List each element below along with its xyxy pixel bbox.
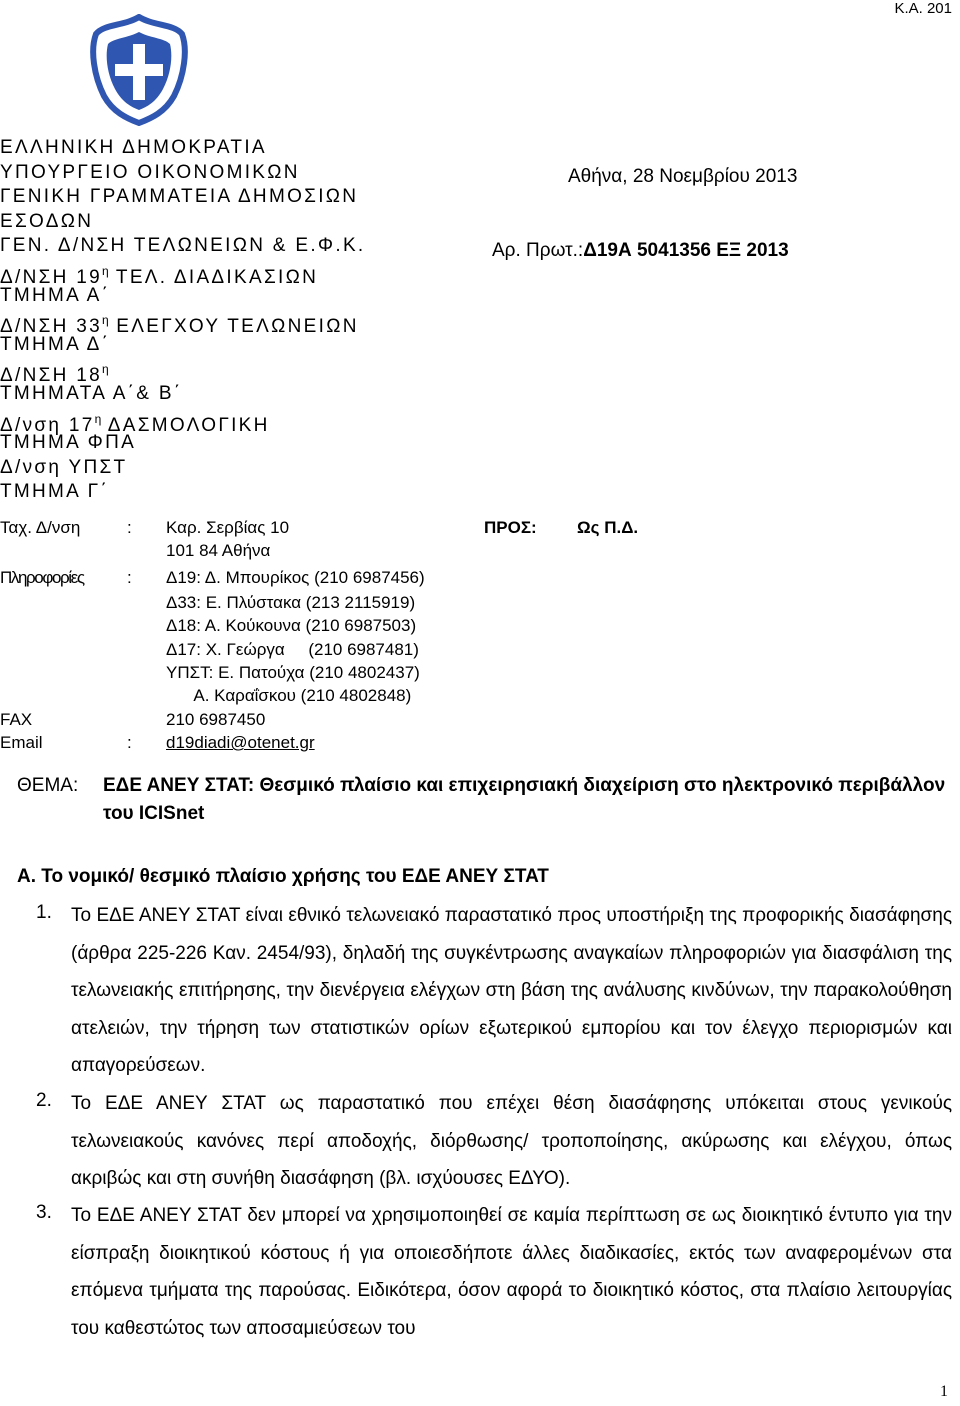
recipient-value: Ως Π.Δ. <box>577 518 639 537</box>
header-line: Δ/ΝΣΗ $33^\eta$ ΕΛΕΓΧΟΥ ΤΕΛΩΝΕΙΩΝ <box>0 313 359 338</box>
protocol-number <box>492 240 789 262</box>
header-line: ΤΜΗΜΑ Α΄ <box>0 284 111 306</box>
header-line: ΓΕΝΙΚΗ ΓΡΑΜΜΑΤΕΙΑ ΔΗΜΟΣΙΩΝ <box>0 186 359 208</box>
protocol-value: Δ19Α 5041356 ΕΞ 2013 <box>583 240 789 261</box>
header-line: ΕΣΟΔΩΝ <box>0 210 94 232</box>
header-line: Δ/ΝΣΗ $19^\eta$ ΤΕΛ. ΔΙΑΔΙΚΑΣΙΩΝ <box>0 263 319 288</box>
header-line: ΤΜΗΜΑ Γ΄ <box>0 481 110 503</box>
header-line: Δ/νση $17^\eta$ ΔΑΣΜΟΛΟΓΙΚΗ <box>0 411 270 436</box>
subject-text: ΕΔΕ ΑΝΕΥ ΣΤΑΤ: Θεσμικό πλαίσιο και επιχειρησιακή διαχείριση στο ηλεκτρονικό περιβάλλον του ICISnet <box>103 775 946 824</box>
email-label: Email <box>0 733 43 753</box>
header-line: ΤΜΗΜΑ Δ΄ <box>0 333 111 355</box>
info-line: Δ19: Δ. Μπουρίκος (210 6987456) <box>166 567 425 587</box>
header-line: Δ/ΝΣΗ $18^\eta$ <box>0 362 109 387</box>
document-date: Αθήνα, 28 Νοεμβρίου 2013 <box>568 166 798 187</box>
hellenic-republic-emblem <box>86 14 192 126</box>
colon: : <box>127 518 132 537</box>
paragraph-3: Το ΕΔΕ ΑΝΕΥ ΣΤΑΤ δεν μπορεί να χρησιμοποιηθεί σε καμία περίπτωση σε ως διοικητικό έντυπο για την είσπραξη διοικητικού κόστους ή για οποιεσδήποτε άλλες διαδικασίες, εκτός των αναφερομένων στα επόμενα τμήματα της παρούσας. Ειδικότερα, όσον αφορά το διοικητικό κόστος, στα πλαίσιο λειτουργίας του καθεστώτος των αποσαμιεύσεων του <box>71 1205 952 1339</box>
colon: : <box>127 567 132 587</box>
fax-label: FAX <box>0 709 33 729</box>
header-line: Δ/νση ΥΠΣΤ <box>0 456 128 478</box>
subject-label: ΘΕΜΑ: <box>17 775 79 796</box>
info-label: Πληροφορίες <box>0 567 84 587</box>
header-line: ΕΛΛΗΝΙΚΗ ΔΗΜΟΚΡΑΤΙΑ <box>0 137 267 158</box>
info-line: Δ17: Χ. Γεώργα (210 6987481) <box>166 639 419 659</box>
info-line: ΥΠΣΤ: Ε. Πατούχα (210 4802437) <box>166 662 420 682</box>
page-corner-label: K.A. 201 <box>894 0 952 17</box>
section-a-title: Α. Το νομικό/ θεσμικό πλαίσιο χρήσης του ΕΔΕ ΑΝΕΥ ΣΤΑΤ <box>17 866 549 887</box>
info-line: Δ33: Ε. Πλύστακα (213 2115919) <box>166 592 416 612</box>
email-link[interactable]: d19diadi@otenet.gr <box>166 733 315 753</box>
paragraph-1: Το ΕΔΕ ΑΝΕΥ ΣΤΑΤ είναι εθνικό τελωνειακό παραστατικό προς υποστήριξη της προφορικής διασάφησης (άρθρα 225-226 Καν. 2454/93), δηλαδή της συγκέντρωσης αναγκαίων πληροφοριών για διασφάλιση της τελωνειακής επιτήρησης, την διενέργεια ελέγχων στη βάση της ανάλυσης κινδύνων, την παρακολούθηση ατελειών, την τήρηση των στατιστικών ορίων εξωτερικού εμπορίου και τον έλεγχο περιορισμών και απαγορεύσεων. <box>71 905 952 1076</box>
paragraph-2: Το ΕΔΕ ΑΝΕΥ ΣΤΑΤ ως παραστατικό που επέχει θέση διασάφησης υπόκειται στους γενικούς τελωνειακούς κανόνες περί αποδοχής, διόρθωσης/ τροποποίησης, ακύρωσης και ελέγχου, όπως ακριβώς και στη συνήθη διασάφηση (βλ. ισχύουσες ΕΔΥΟ). <box>71 1093 952 1189</box>
page-number: 1 <box>940 1383 948 1400</box>
header-line: ΤΜΗΜΑΤΑ Α΄& Β΄ <box>0 382 183 404</box>
protocol-label: Αρ. Πρωτ.: <box>492 240 584 261</box>
address-label: Ταχ. Δ/νση <box>0 518 81 537</box>
paragraph-number: 1. <box>36 902 52 923</box>
paragraph-number: 2. <box>36 1090 52 1111</box>
header-line: ΓΕΝ. Δ/ΝΣΗ ΤΕΛΩΝΕΙΩΝ & Ε.Φ.Κ. <box>0 235 366 257</box>
fax-value: 210 6987450 <box>166 709 266 729</box>
recipient-label: ΠΡΟΣ: <box>484 518 537 537</box>
header-line: ΥΠΟΥΡΓΕΙΟ ΟΙΚΟΝΟΜΙΚΩΝ <box>0 161 300 183</box>
issuer-header <box>0 136 366 505</box>
header-line: ΤΜΗΜΑ ΦΠΑ <box>0 432 137 454</box>
address-line: 101 84 Αθήνα <box>166 541 271 561</box>
info-line: Δ18: Α. Κούκουνα (210 6987503) <box>166 616 417 636</box>
info-line: Α. Καραΐσκου (210 4802848) <box>166 686 412 706</box>
colon: : <box>127 733 132 753</box>
paragraph-number: 3. <box>36 1202 52 1223</box>
address-line: Καρ. Σερβίας 10 <box>166 518 290 537</box>
